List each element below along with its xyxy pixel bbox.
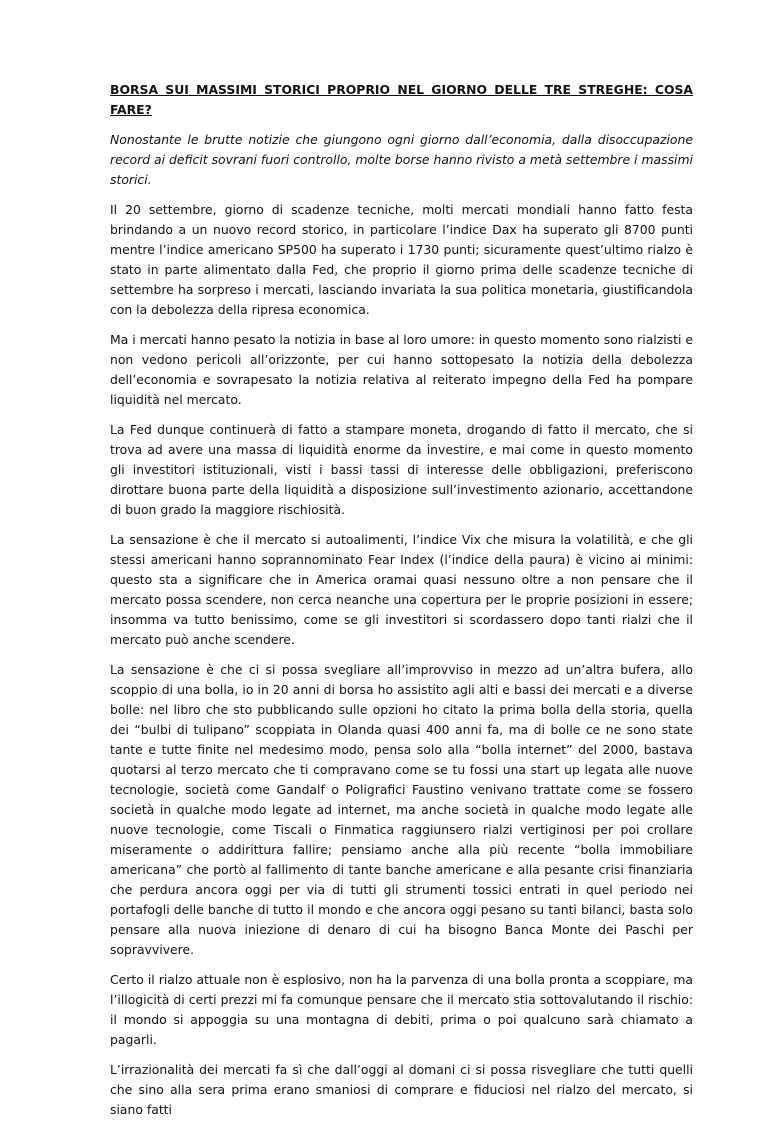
document-page [110,80,693,1130]
paragraph: Il 20 settembre, giorno di scadenze tecniche, molti mercati mondiali hanno fatto festa brindando a un nuovo record storico, in particolare l’indice Dax ha superato gli 8700 punti mentre l’indice americano SP500 ha superato i 1730 punti; sicuramente quest’ultimo rialzo è stato in parte alimentato dalla Fed, che proprio il giorno prima delle scadenze tecniche di settembre ha sorpreso i mercati, lasciando invariata la sua politica monetaria, giustificandola con la debolezza della ripresa economica. [110,202,693,317]
paragraph: L’irrazionalità dei mercati fa sì che dall’oggi al domani ci si possa risvegliare che tutti quelli che sino alla sera prima erano smaniosi di comprare e fiduciosi nel rialzo del mercato, si siano fatti [110,1062,693,1117]
article-title: BORSA SUI MASSIMI STORICI PROPRIO NEL GIORNO DELLE TRE STREGHE: COSA FARE? [110,82,693,117]
paragraph: Ma i mercati hanno pesato la notizia in base al loro umore: in questo momento sono rialzisti e non vedono pericoli all’orizzonte, per cui hanno sottopesato la notizia della debolezza dell’economia e sovrapesato la notizia relativa al reiterato impegno della Fed ha pompare liquidità nel mercato. [110,332,693,407]
paragraph: La sensazione è che il mercato si autoalimenti, l’indice Vix che misura la volatilità, e che gli stessi americani hanno soprannominato Fear Index (l’indice della paura) è vicino ai minimi: questo sta a significare che in America oramai quasi nessuno oltre a non pensare che il mercato possa scendere, non cerca neanche una copertura per le proprie posizioni in essere; insomma va tutto benissimo, come se gli investitori si scordassero dopo tanti rialzi che il mercato può anche scendere. [110,532,693,647]
paragraph: La sensazione è che ci si possa svegliare all’improvviso in mezzo ad un’altra bufera, allo scoppio di una bolla, io in 20 anni di borsa ho assistito agli alti e bassi dei mercati e a diverse bolle: nel libro che sto pubblicando sulle opzioni ho citato la prima bolla della storia, quella dei “bulbi di tulipano” scoppiata in Olanda quasi 400 anni fa, ma di bolle ce ne sono state tante e tutte finite nel medesimo modo, pensa solo alla “bolla internet” del 2000, bastava quotarsi al terzo mercato che ti compravano come se tu fossi una start up legata alle nuove tecnologie, società come Gandalf o Poligrafici Faustino venivano trattate come se fossero società in qualche modo legate ad internet, ma anche società in qualche modo legate alle nuove tecnologie, come Tiscali o Finmatica raggiunsero rialzi vertiginosi per poi crollare miseramente o addirittura fallire; pensiamo anche alla più recente “bolla immobiliare americana” che portò al fallimento di tante banche americane e alla pesante crisi finanziaria che perdura ancora oggi per via di tutti gli strumenti tossici entrati in quel periodo nei portafogli delle banche di tutto il mondo e che ancora oggi pesano su tanti bilanci, basta solo pensare alla nuova iniezione di denaro di cui ha bisogno Banca Monte dei Paschi per sopravvivere. [110,662,693,957]
paragraph: Certo il rialzo attuale non è esplosivo, non ha la parvenza di una bolla pronta a scoppiare, ma l’illogicità di certi prezzi mi fa comunque pensare che il mercato stia sottovalutando il rischio: il mondo si appoggia su una montagna di debiti, prima o poi qualcuno sarà chiamato a pagarli. [110,972,693,1047]
article-intro: Nonostante le brutte notizie che giungono ogni giorno dall’economia, dalla disoccupazione record ai deficit sovrani fuori controllo, molte borse hanno rivisto a metà settembre i massimi storici. [110,132,693,187]
paragraph: La Fed dunque continuerà di fatto a stampare moneta, drogando di fatto il mercato, che si trova ad avere una massa di liquidità enorme da investire, e mai come in questo momento gli investitori istituzionali, visti i bassi tassi di interesse delle obbligazioni, preferiscono dirottare buona parte della liquidità a disposizione sull’investimento azionario, accettandone di buon grado la maggiore rischiosità. [110,422,693,517]
